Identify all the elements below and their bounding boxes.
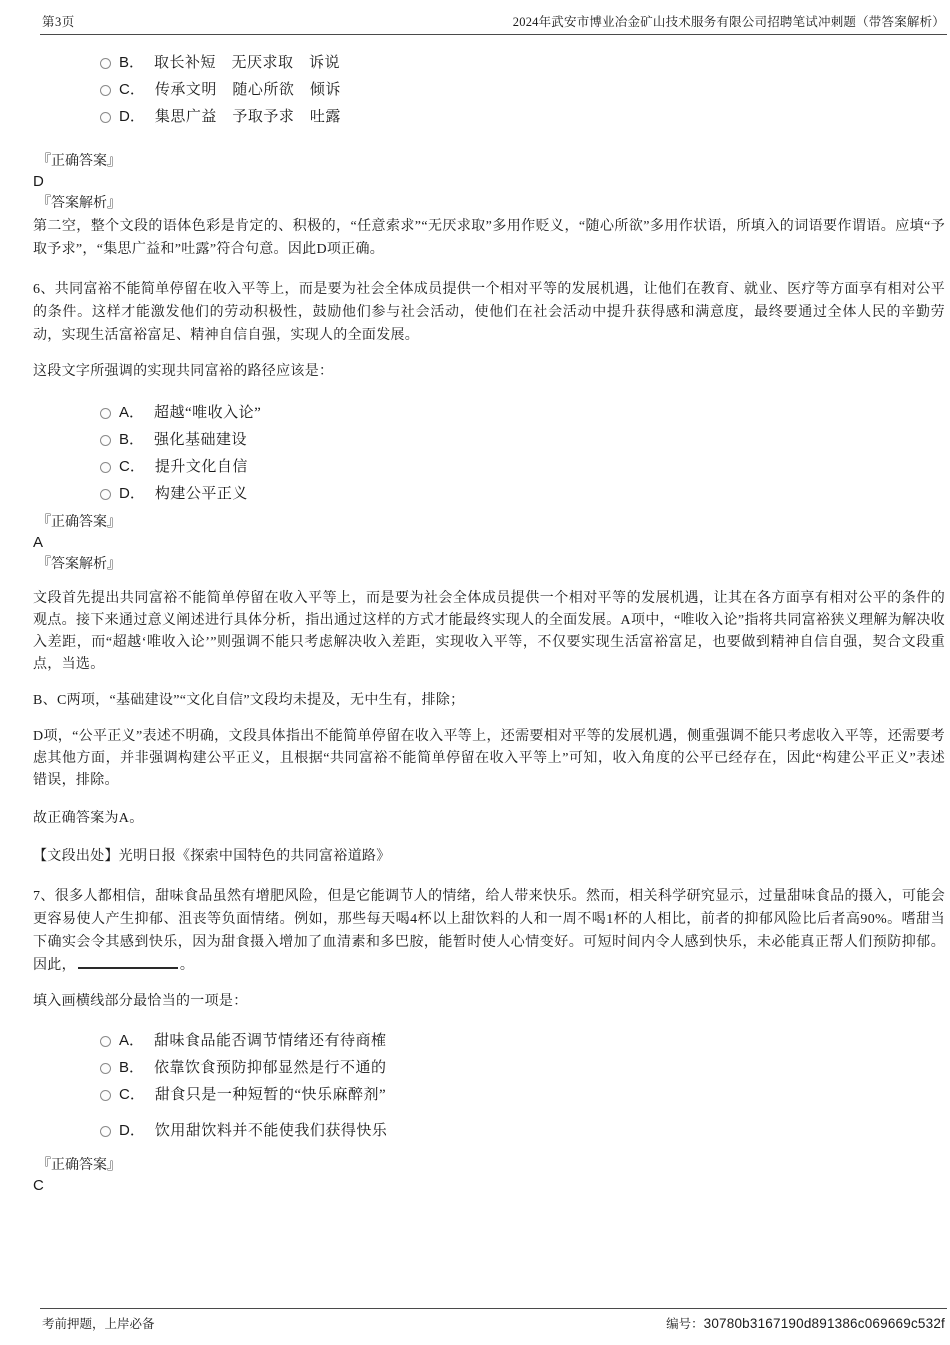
question7-prompt: 填入画横线部分最恰当的一项是： <box>33 994 248 1009</box>
question5-options <box>33 48 945 129</box>
correct-answer-label: 『正确答案』 <box>37 1158 121 1173</box>
option-text: 依靠饮食预防抑郁显然是行不通的 <box>154 1060 387 1076</box>
radio-button[interactable] <box>100 408 111 419</box>
option-text: 强化基础建设 <box>154 432 248 448</box>
document-code <box>666 1314 945 1332</box>
analysis-conclusion: 故正确答案为A。 <box>33 811 144 826</box>
radio-button[interactable] <box>100 462 111 473</box>
stem-text-after-blank: 。 <box>179 958 195 973</box>
question6-options <box>33 398 945 506</box>
option-letter: C． <box>119 81 145 98</box>
correct-answer-value: D <box>33 173 44 190</box>
correct-answer-label: 『正确答案』 <box>37 515 121 530</box>
option-text: 传承文明 随心所欲 倾诉 <box>154 82 341 98</box>
question7-options <box>33 1026 945 1143</box>
analysis-label: 『答案解析』 <box>37 557 121 572</box>
correct-answer-label: 『正确答案』 <box>37 154 121 169</box>
option-row <box>100 1116 945 1143</box>
fill-in-blank-line <box>78 956 178 969</box>
footer-slogan: 考前押题，上岸必备 <box>42 1317 155 1331</box>
stem-text-before-blank: 7、很多人都相信，甜味食品虽然有增肥风险，但是它能调节人的情绪，给人带来快乐。然而，相关科学研究显示，过量甜味食品的摄入，可能会更容易使人产生抑郁、沮丧等负面情绪。例如，那些每天喝4杯以上甜饮料的人和一周不喝1杯的人相比，前者的抑郁风险比后者高90%。嗜甜当下确实会令其感到快乐，因为甜食摄入增加了血清素和多巴胺，能暂时使人心情变好。可短时间内令人感到快乐，未必能真正帮人们预防抑郁。因此， <box>33 889 945 973</box>
option-row <box>100 48 945 75</box>
radio-button[interactable] <box>100 58 111 69</box>
analysis-paragraph: B、C两项，“基础建设”“文化自信”文段均未提及，无中生有，排除； <box>33 693 465 708</box>
option-row <box>100 102 945 129</box>
option-letter: D． <box>119 1122 145 1139</box>
page-footer <box>40 1308 947 1332</box>
page-number: 第3页 <box>42 15 75 29</box>
radio-button[interactable] <box>100 489 111 500</box>
radio-button[interactable] <box>100 85 111 96</box>
option-text: 提升文化自信 <box>154 459 248 475</box>
option-row <box>100 1026 945 1053</box>
page-content <box>33 48 945 1196</box>
option-row <box>100 452 945 479</box>
radio-button[interactable] <box>100 112 111 123</box>
correct-answer-value: A <box>33 534 44 551</box>
option-row <box>100 479 945 506</box>
option-row <box>100 425 945 452</box>
page-header <box>40 0 947 35</box>
code-label: 编号： <box>666 1317 704 1331</box>
analysis-paragraph: D项，“公平正义”表述不明确，文段具体指出不能简单停留在收入平等上，还需要相对平等的发展机遇，侧重强调不能只考虑收入平等，还需要考虑其他方面，并非强调构建公平正义，且根据“共同富裕不能简单停留在收入平等上”可知，收入角度的公平已经存在，因此“构建公平正义”表述错误，排除。 <box>33 729 945 788</box>
question6-prompt: 这段文字所强调的实现共同富裕的路径应该是： <box>33 364 334 379</box>
option-letter: B． <box>119 1059 145 1076</box>
radio-button[interactable] <box>100 435 111 446</box>
option-letter: C． <box>119 1086 145 1103</box>
option-row <box>100 75 945 102</box>
option-text: 取长补短 无厌求取 诉说 <box>154 55 341 71</box>
option-row <box>100 1053 945 1080</box>
option-letter: D． <box>119 108 145 125</box>
option-text: 饮用甜饮料并不能使我们获得快乐 <box>154 1123 388 1139</box>
radio-button[interactable] <box>100 1036 111 1047</box>
document-title: 2024年武安市博业冶金矿山技术服务有限公司招聘笔试冲刺题（带答案解析） <box>512 15 945 29</box>
analysis-paragraph: 文段首先提出共同富裕不能简单停留在收入平等上，而是要为社会全体成员提供一个相对平等的发展机遇，让其在各方面享有相对公平的条件的观点。接下来通过意义阐述进行具体分析，指出通过这样的方式才能最终实现人的全面发展。A项中，“唯收入论”指将共同富裕狭义理解为解决收入差距，而“超越‘唯收入论’”则强调不能只考虑解决收入差距，实现收入平等，不仅要实现生活富裕富足，也要做到精神自信自强，契合文段重点，当选。 <box>33 591 945 672</box>
source-reference: 【文段出处】光明日报《探索中国特色的共同富裕道路》 <box>33 849 391 864</box>
option-letter: A． <box>119 404 145 421</box>
option-row <box>100 398 945 425</box>
option-letter: B． <box>119 54 145 71</box>
radio-button[interactable] <box>100 1063 111 1074</box>
option-letter: A． <box>119 1032 145 1049</box>
analysis-label: 『答案解析』 <box>37 196 121 211</box>
question7-stem <box>33 885 945 977</box>
option-text: 超越“唯收入论” <box>154 405 262 421</box>
option-text: 集思广益 予取予求 吐露 <box>154 109 341 125</box>
correct-answer-value: C <box>33 1177 44 1194</box>
option-letter: D． <box>119 485 145 502</box>
option-row <box>100 1080 945 1107</box>
option-letter: C． <box>119 458 145 475</box>
option-letter: B． <box>119 431 145 448</box>
analysis-text: 第二空，整个文段的语体色彩是肯定的、积极的，“任意索求”“无厌求取”多用作贬义，“随心所欲”多用作状语，所填入的词语要作谓语。应填“予取予求”，“集思广益和”吐露”符合句意。因此D项正确。 <box>33 219 945 257</box>
radio-button[interactable] <box>100 1126 111 1137</box>
option-text: 构建公平正义 <box>154 486 248 502</box>
option-text: 甜味食品能否调节情绪还有待商榷 <box>154 1033 387 1049</box>
option-text: 甜食只是一种短暂的“快乐麻醉剂” <box>154 1087 387 1103</box>
code-value: 30780b3167190d891386c069669c532f <box>703 1316 945 1331</box>
question6-stem: 6、共同富裕不能简单停留在收入平等上，而是要为社会全体成员提供一个相对平等的发展机遇，让他们在教育、就业、医疗等方面享有相对公平的条件。这样才能激发他们的劳动积极性，鼓励他们参与社会活动，使他们在社会活动中提升获得感和满意度，最终要通过全体人民的辛勤劳动，实现生活富裕富足、精神自信自强，实现人的全面发展。 <box>33 282 945 343</box>
radio-button[interactable] <box>100 1090 111 1101</box>
